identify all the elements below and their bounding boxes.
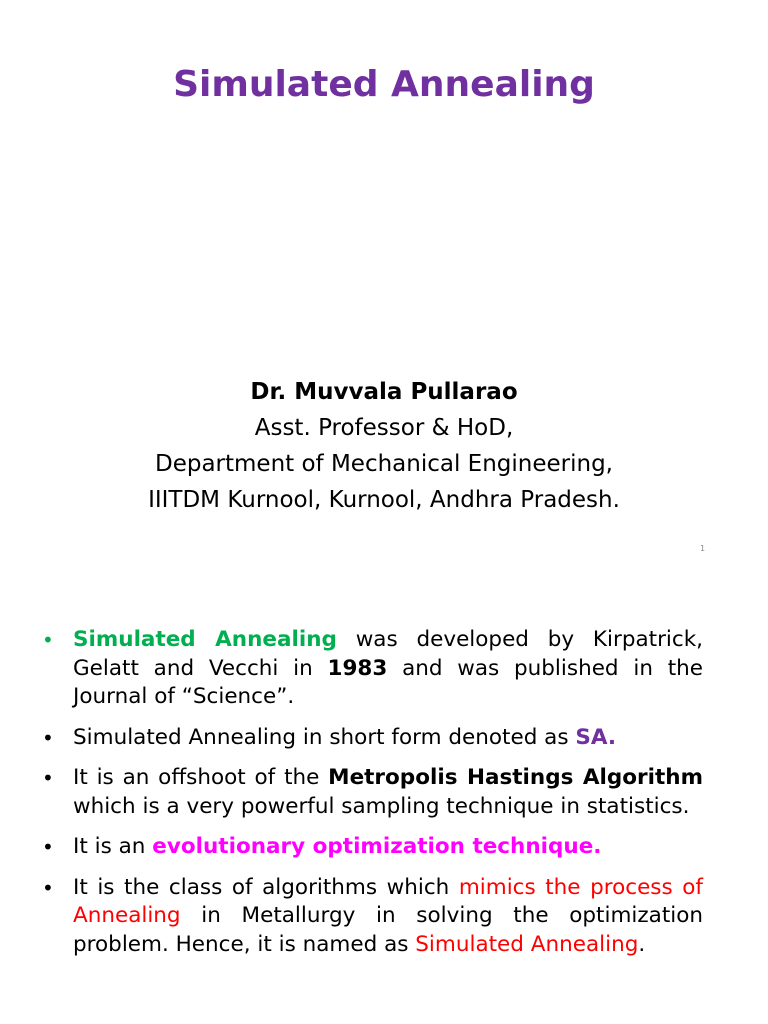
bullet-1-highlight: Simulated Annealing (73, 627, 337, 652)
author-block (0, 374, 768, 518)
page-number: 1 (700, 544, 706, 553)
bullet-icon: • (42, 725, 54, 750)
bullet-4-text: It is an (73, 834, 153, 859)
slide-title: Simulated Annealing (173, 64, 595, 105)
content-slide (0, 576, 768, 1024)
bullet-item-3 (42, 764, 703, 821)
bullet-1-text-a: was developed by Kirpatrick, Gelatt and Vecchi in (73, 627, 703, 681)
bullet-icon: • (42, 628, 54, 652)
bullet-2-text: Simulated Annealing in short form denoted as (73, 724, 576, 750)
bullet-2-abbrev: SA. (575, 724, 617, 750)
bullet-list (42, 626, 703, 971)
bullet-icon: • (42, 766, 54, 790)
author-name: Dr. Muvvala Pullarao (250, 379, 518, 405)
bullet-icon: • (42, 835, 54, 859)
bullet-5-text-b: in Metallurgy in solving the optimization problem. Hence, it is named as (73, 903, 703, 957)
bullet-item-1 (42, 626, 703, 712)
bullet-1-text-b: and was published in the Journal of “Science”. (73, 655, 703, 709)
bullet-3-text-b: which is a very powerful sampling technique in statistics. (73, 793, 690, 819)
bullet-item-4 (42, 833, 703, 862)
bullet-item-2 (42, 724, 703, 753)
bullet-item-5 (42, 874, 703, 960)
bullet-5-text-c: . (638, 931, 646, 957)
bullet-5-highlight-a: mimics the process of Annealing (73, 874, 703, 928)
bullet-4-highlight: evolutionary optimization technique. (152, 834, 602, 859)
bullet-icon: • (42, 875, 54, 900)
bullet-1-year: 1983 (327, 655, 388, 681)
bullet-3-algorithm: Metropolis Hastings Algorithm (328, 765, 703, 790)
bullet-5-highlight-b: Simulated Annealing (415, 931, 639, 957)
bullet-5-text-a: It is the class of algorithms which (73, 874, 459, 900)
author-institute: IIITDM Kurnool, Kurnool, Andhra Pradesh. (148, 487, 620, 513)
bullet-3-text-a: It is an offshoot of the (73, 765, 329, 790)
author-position: Asst. Professor & HoD, (254, 415, 514, 441)
author-department: Department of Mechanical Engineering, (154, 451, 613, 477)
